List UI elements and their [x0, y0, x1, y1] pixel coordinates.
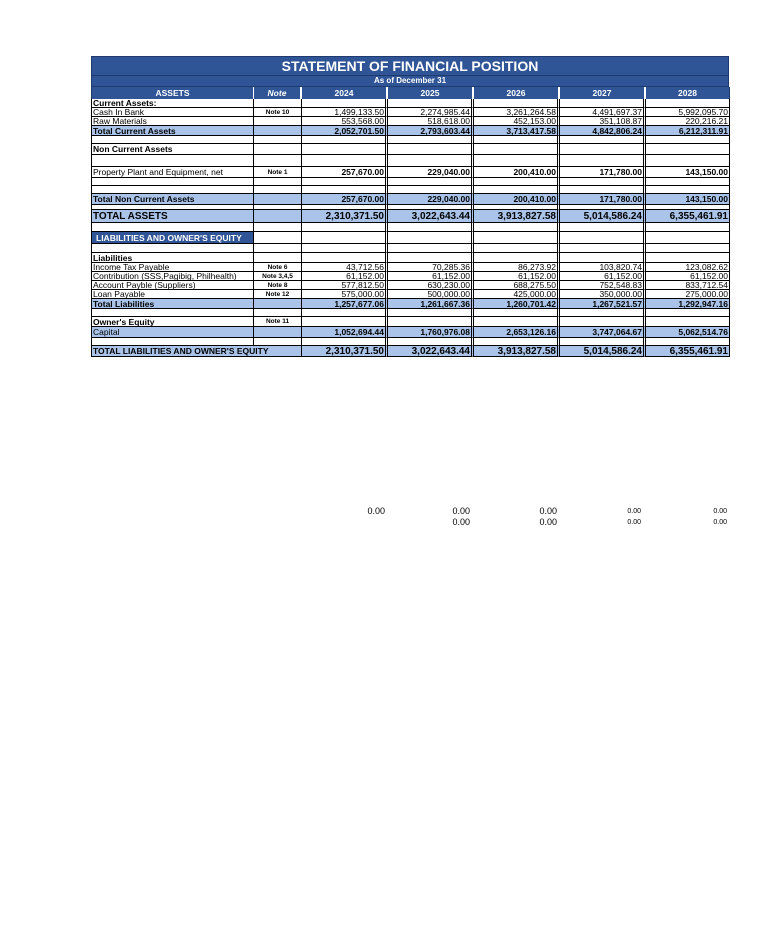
row-label: Non Current Assets: [92, 144, 254, 155]
cell-value: 752,548.83: [560, 281, 646, 290]
non-current-assets-label-row: [91, 144, 729, 155]
cell-value: 1,257,677.06: [302, 299, 388, 309]
table-row: [91, 263, 729, 272]
row-label: Account Payble (Suppliers): [92, 281, 254, 290]
cell-value: 2,310,371.50: [302, 346, 388, 357]
spacer-row: [91, 223, 729, 232]
cell-value: 143,150.00: [646, 194, 730, 205]
row-label: Current Assets:: [92, 99, 254, 108]
cell-value: 3,022,643.44: [388, 210, 474, 223]
note-ref: Note 8: [254, 281, 302, 290]
cell-value: 70,285.36: [388, 263, 474, 272]
cell-value: 4,491,697.37: [560, 108, 646, 117]
total-non-current-assets-row: [91, 194, 729, 205]
cell-value: 575,000.00: [302, 290, 388, 299]
current-assets-label-row: [91, 99, 729, 108]
cell-value: 200,410.00: [474, 167, 560, 178]
cell-value: 2,052,701.50: [302, 126, 388, 136]
cell-value: 257,670.00: [302, 167, 388, 178]
statement-subtitle: As of December 31: [92, 75, 728, 86]
cell-value: 200,410.00: [474, 194, 560, 205]
note-header: Note: [254, 87, 302, 99]
row-label: Contribution (SSS,Pagibig, Philhealth): [92, 272, 254, 281]
table-row: [91, 290, 729, 299]
cell-value: 1,499,133.50: [302, 108, 388, 117]
check-value: 0.00: [539, 517, 557, 527]
table-row: [91, 272, 729, 281]
cell-value: 452,153.00: [474, 117, 560, 126]
spacer-row: [91, 338, 729, 346]
spacer-row: [91, 178, 729, 186]
row-label: Property Plant and Equipment, net: [92, 167, 254, 178]
cell-value: 500,000.00: [388, 290, 474, 299]
row-label: Total Non Current Assets: [92, 194, 254, 205]
cell-value: 688,275.50: [474, 281, 560, 290]
cell-value: 143,150.00: [646, 167, 730, 178]
check-value: 0.00: [367, 506, 385, 516]
title-bar: [91, 56, 729, 87]
cell-value: 3,913,827.58: [474, 346, 560, 357]
cell-value: 3,022,643.44: [388, 346, 474, 357]
cell-value: 5,014,586.24: [560, 346, 646, 357]
cell-value: 103,820.74: [560, 263, 646, 272]
cell-value: 6,355,461.91: [646, 346, 730, 357]
cell-value: 257,670.00: [302, 194, 388, 205]
cell-value: 171,780.00: [560, 167, 646, 178]
column-header-row: [91, 87, 729, 99]
spacer-row: [91, 136, 729, 144]
check-value: 0.00: [713, 508, 727, 515]
note-ref: Note 1: [254, 167, 302, 178]
year-header: 2025: [388, 87, 474, 99]
year-header: 2027: [560, 87, 646, 99]
cell-value: 2,653,126.16: [474, 327, 560, 338]
spacer-row: [91, 186, 729, 194]
cell-value: 833,712.54: [646, 281, 730, 290]
spacer-row: [91, 309, 729, 317]
check-value: 0.00: [539, 506, 557, 516]
section-heading: LIABILITIES AND OWNER'S EQUITY: [92, 232, 254, 244]
note-ref: Note 6: [254, 263, 302, 272]
liabilities-label-row: [91, 253, 729, 263]
cell-value: 1,052,694.44: [302, 327, 388, 338]
cell-value: 518,618.00: [388, 117, 474, 126]
cell-value: 6,355,461.91: [646, 210, 730, 223]
owners-equity-label-row: [91, 317, 729, 327]
assets-header: ASSETS: [92, 87, 254, 99]
cell-value: 61,152.00: [474, 272, 560, 281]
cell-value: 61,152.00: [646, 272, 730, 281]
year-header: 2024: [302, 87, 388, 99]
liabilities-equity-band-row: [91, 232, 729, 244]
cell-value: 1,760,976.08: [388, 327, 474, 338]
cell-value: 229,040.00: [388, 194, 474, 205]
year-header: 2026: [474, 87, 560, 99]
check-value: 0.00: [452, 517, 470, 527]
total-assets-row: [91, 210, 729, 223]
note-ref: Note 10: [254, 108, 302, 117]
cell-value: 3,913,827.58: [474, 210, 560, 223]
cell-value: 2,793,603.44: [388, 126, 474, 136]
note-ref: Note 12: [254, 290, 302, 299]
cell-value: 229,040.00: [388, 167, 474, 178]
cell-value: 220,216.21: [646, 117, 730, 126]
table-row: [91, 108, 729, 117]
cell-value: 350,000.00: [560, 290, 646, 299]
note-ref: Note 3,4,5: [254, 272, 302, 281]
row-label: Cash In Bank: [92, 108, 254, 117]
spacer-row: [91, 155, 729, 167]
row-label: Capital: [92, 327, 254, 338]
cell-value: 1,260,701.42: [474, 299, 560, 309]
row-label: Owner's Equity: [92, 317, 254, 327]
row-label: TOTAL LIABILITIES AND OWNER'S EQUITY: [92, 346, 302, 357]
cell-value: 5,014,586.24: [560, 210, 646, 223]
check-value: 0.00: [627, 519, 641, 526]
note-ref: Note 11: [254, 317, 302, 327]
cell-value: 630,230.00: [388, 281, 474, 290]
total-liabilities-row: [91, 299, 729, 309]
cell-value: 43,712.56: [302, 263, 388, 272]
cell-value: 3,261,264.58: [474, 108, 560, 117]
cell-value: 5,992,095.70: [646, 108, 730, 117]
cell-value: 425,000.00: [474, 290, 560, 299]
cell-value: 351,108.87: [560, 117, 646, 126]
check-value: 0.00: [452, 506, 470, 516]
check-value: 0.00: [627, 508, 641, 515]
row-label: Total Current Assets: [92, 126, 254, 136]
cell-value: 1,261,667.36: [388, 299, 474, 309]
cell-value: 275,000.00: [646, 290, 730, 299]
row-label: TOTAL ASSETS: [92, 210, 254, 223]
table-row: [91, 117, 729, 126]
cell-value: 2,274,985.44: [388, 108, 474, 117]
row-label: Income Tax Payable: [92, 263, 254, 272]
row-label: Raw Materials: [92, 117, 254, 126]
table-row: [91, 167, 729, 178]
total-current-assets-row: [91, 126, 729, 136]
cell-value: 3,713,417.58: [474, 126, 560, 136]
cell-value: 171,780.00: [560, 194, 646, 205]
cell-value: 4,842,806.24: [560, 126, 646, 136]
financial-statement-sheet: [91, 56, 729, 357]
cell-value: 3,747,064.67: [560, 327, 646, 338]
cell-value: 86,273.92: [474, 263, 560, 272]
cell-value: 2,310,371.50: [302, 210, 388, 223]
year-header: 2028: [646, 87, 730, 99]
cell-value: 61,152.00: [560, 272, 646, 281]
statement-title: STATEMENT OF FINANCIAL POSITION: [281, 58, 539, 74]
row-label: Total Liabilities: [92, 299, 254, 309]
cell-value: 553,568.00: [302, 117, 388, 126]
capital-row: [91, 327, 729, 338]
cell-value: 577,812.50: [302, 281, 388, 290]
total-liabilities-equity-row: [91, 346, 729, 357]
cell-value: 6,212,311.91: [646, 126, 730, 136]
check-value: 0.00: [713, 519, 727, 526]
cell-value: 123,082.62: [646, 263, 730, 272]
table-row: [91, 281, 729, 290]
cell-value: 5,062,514.76: [646, 327, 730, 338]
row-label: Liabilities: [92, 253, 254, 263]
cell-value: 1,292,947.16: [646, 299, 730, 309]
cell-value: 61,152.00: [302, 272, 388, 281]
cell-value: 61,152.00: [388, 272, 474, 281]
spacer-row: [91, 244, 729, 253]
row-label: Loan Payable: [92, 290, 254, 299]
cell-value: 1,267,521.57: [560, 299, 646, 309]
